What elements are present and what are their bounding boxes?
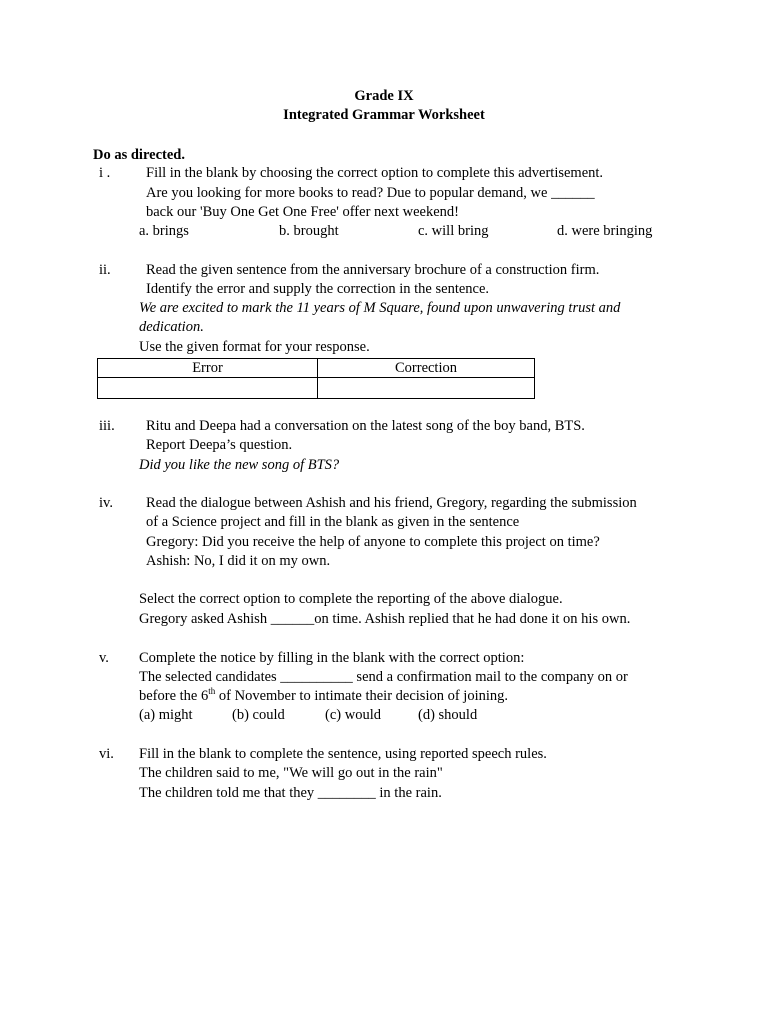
instruction-text: Do as directed.: [93, 147, 185, 163]
option-c: (c) would: [325, 707, 381, 723]
option-a: a. brings: [139, 223, 189, 239]
correction-cell[interactable]: [318, 378, 535, 399]
quoted-sentence: Did you like the new song of BTS?: [139, 457, 340, 473]
question-text: Report Deepa’s question.: [146, 437, 293, 453]
question-number: iii.: [99, 418, 115, 434]
text-fragment: before the 6: [139, 688, 209, 704]
question-text: Read the dialogue between Ashish and his friend, Gregory, regarding the submission: [146, 495, 637, 511]
option-b: (b) could: [232, 707, 285, 723]
option-b: b. brought: [279, 223, 339, 239]
question-text: The children told me that they ________ in the rain.: [139, 785, 442, 801]
question-number: ii.: [99, 262, 111, 278]
question-text: Select the correct option to complete the reporting of the above dialogue.: [139, 591, 563, 607]
question-text: The selected candidates __________ send a confirmation mail to the company on or: [139, 669, 628, 685]
error-column-header: Error: [98, 359, 318, 378]
question-text: The children said to me, "We will go out in the rain": [139, 765, 443, 781]
question-text: back our 'Buy One Get One Free' offer next weekend!: [146, 204, 459, 220]
error-cell[interactable]: [98, 378, 318, 399]
response-table: [97, 358, 535, 399]
question-text: Gregory asked Ashish ______on time. Ashish replied that he had done it on his own.: [139, 611, 631, 627]
correction-column-header: Correction: [318, 359, 535, 378]
worksheet-title: Integrated Grammar Worksheet: [283, 107, 485, 123]
quoted-sentence: We are excited to mark the 11 years of M Square, found upon unwavering trust and: [139, 300, 621, 316]
question-text: Fill in the blank to complete the sentence, using reported speech rules.: [139, 746, 547, 762]
question-text: Identify the error and supply the correction in the sentence.: [146, 281, 490, 297]
question-text: Are you looking for more books to read? Due to popular demand, we ______: [146, 185, 595, 201]
question-number: iv.: [99, 495, 113, 511]
quoted-sentence: dedication.: [139, 319, 204, 335]
question-text: Ritu and Deepa had a conversation on the latest song of the boy band, BTS.: [146, 418, 585, 434]
question-text: of a Science project and fill in the blank as given in the sentence: [146, 514, 520, 530]
question-text: [139, 687, 508, 705]
question-number: v.: [99, 650, 109, 666]
question-text: Use the given format for your response.: [139, 339, 370, 355]
question-text: Read the given sentence from the anniversary brochure of a construction firm.: [146, 262, 600, 278]
question-number: vi.: [99, 746, 114, 762]
option-d: (d) should: [418, 707, 478, 723]
question-text: Complete the notice by filling in the blank with the correct option:: [139, 650, 525, 666]
dialogue-line: Gregory: Did you receive the help of anyone to complete this project on time?: [146, 534, 600, 550]
text-fragment: of November to intimate their decision of joining.: [215, 688, 509, 704]
dialogue-line: Ashish: No, I did it on my own.: [146, 553, 331, 569]
grade-heading: Grade IX: [354, 88, 414, 104]
option-c: c. will bring: [418, 223, 489, 239]
option-a: (a) might: [139, 707, 193, 723]
question-text: Fill in the blank by choosing the correct option to complete this advertisement.: [146, 165, 604, 181]
option-d: d. were bringing: [557, 223, 653, 239]
ordinal-suffix: th: [208, 686, 216, 697]
question-number: i .: [99, 165, 111, 181]
